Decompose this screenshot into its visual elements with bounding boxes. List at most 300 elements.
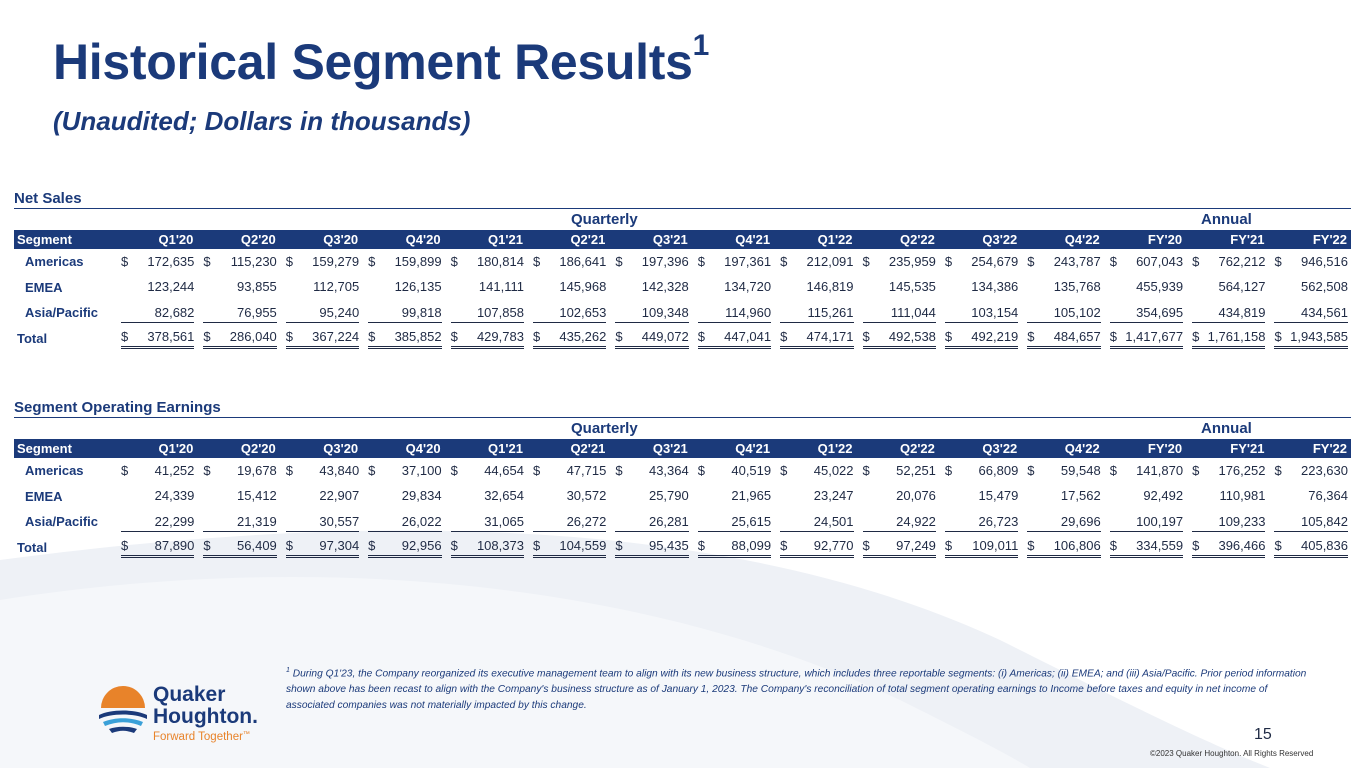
cell-value: 97,249: [896, 538, 936, 554]
table-cell: [1268, 249, 1351, 275]
cell-value: 30,572: [566, 488, 607, 504]
table-cell: [857, 249, 939, 275]
table-cell: [362, 300, 444, 326]
table-cell: [1186, 275, 1268, 301]
cell-value: 32,654: [484, 488, 524, 504]
cell-value: 88,099: [731, 538, 772, 554]
currency-symbol: $: [121, 329, 129, 345]
table-cell: [774, 326, 856, 352]
cell-value: 20,076: [896, 488, 936, 504]
cell-value: 243,787: [1053, 253, 1101, 269]
cell-value: 43,840: [319, 462, 360, 478]
cell-value: 100,197: [1136, 513, 1184, 529]
table-cell: [1104, 326, 1186, 352]
cell-value: 59,548: [1060, 462, 1101, 478]
table-cell: [1186, 509, 1268, 535]
cell-value: 455,939: [1136, 279, 1184, 295]
cell-value: 286,040: [229, 329, 277, 345]
cell-value: 107,858: [476, 304, 524, 320]
cell-value: 223,630: [1301, 462, 1348, 478]
table-cell: [609, 484, 691, 510]
table-cell: [1104, 535, 1186, 561]
cell-value: 434,819: [1218, 304, 1266, 320]
currency-symbol: $: [944, 329, 953, 345]
currency-symbol: $: [615, 329, 623, 345]
net-sales-table: [14, 230, 1351, 351]
cell-value: 141,111: [478, 279, 524, 295]
column-group-row: [14, 418, 1351, 439]
cell-value: 31,065: [484, 513, 524, 529]
table-cell: [857, 509, 939, 535]
cell-value: 26,281: [648, 513, 689, 529]
table-cell: [1104, 275, 1186, 301]
currency-symbol: $: [450, 329, 458, 345]
cell-value: 115,261: [807, 304, 854, 320]
table-cell: [115, 509, 197, 535]
currency-symbol: $: [615, 538, 623, 554]
cell-value: 172,635: [147, 253, 195, 269]
period-column-header: Q1'21: [445, 230, 527, 249]
cell-value: 110,981: [1219, 488, 1266, 504]
currency-symbol: $: [532, 538, 541, 554]
table-cell: [280, 535, 362, 561]
logo-mark-icon: [95, 682, 151, 738]
cell-value: 92,492: [1143, 488, 1184, 504]
cell-value: 15,412: [237, 488, 277, 504]
currency-symbol: $: [121, 462, 129, 478]
segment-name: EMEA: [25, 488, 63, 504]
cell-value: 106,806: [1053, 538, 1101, 554]
table-cell: [857, 535, 939, 561]
page-subtitle: (Unaudited; Dollars in thousands): [53, 106, 471, 136]
table-cell: [1104, 300, 1186, 326]
table-cell: [692, 326, 774, 352]
cell-value: 435,262: [559, 329, 607, 345]
cell-value: 142,328: [641, 279, 689, 295]
cell-value: 93,855: [237, 279, 277, 295]
cell-value: 123,244: [147, 279, 195, 295]
cell-value: 186,641: [559, 253, 607, 269]
cell-value: 449,072: [641, 329, 689, 345]
cell-value: 99,818: [401, 304, 442, 320]
currency-symbol: $: [285, 462, 294, 478]
period-column-header: Q3'21: [609, 230, 691, 249]
period-column-header: Q1'22: [774, 230, 856, 249]
currency-symbol: $: [862, 462, 870, 478]
copyright-notice: ©2023 Quaker Houghton. All Rights Reserved: [1150, 749, 1314, 758]
currency-symbol: $: [1274, 253, 1282, 269]
cell-value: 97,304: [319, 538, 360, 554]
cell-value: 92,770: [813, 538, 854, 554]
cell-value: 235,959: [888, 253, 936, 269]
table-cell: [1021, 509, 1103, 535]
period-column-header: Q4'20: [362, 439, 444, 458]
table-cell: [115, 249, 197, 275]
annual-group-label: Annual: [1201, 420, 1252, 437]
cell-value: 1,943,585: [1290, 329, 1348, 345]
table-cell: [445, 326, 527, 352]
segment-column-header: Segment: [14, 439, 115, 458]
table-cell: [1268, 458, 1351, 484]
segment-column-header: Segment: [14, 230, 115, 249]
table-cell: [445, 275, 527, 301]
period-column-header: FY'20: [1104, 230, 1186, 249]
table-cell: [1186, 484, 1268, 510]
table-cell: [692, 300, 774, 326]
table-cell: [609, 249, 691, 275]
cell-value: 25,615: [731, 513, 772, 529]
table-row: [14, 300, 1351, 326]
table-cell: [609, 535, 691, 561]
logo-wordmark-line1: Quaker: [153, 683, 226, 706]
period-column-header: FY'20: [1104, 439, 1186, 458]
footnote: [286, 663, 1316, 714]
period-column-header: Q2'22: [857, 439, 939, 458]
segment-name: Asia/Pacific: [25, 305, 98, 321]
table-cell: [692, 535, 774, 561]
table-cell: [527, 484, 609, 510]
table-cell: [774, 300, 856, 326]
table-cell: [1268, 535, 1351, 561]
table-cell: [1104, 484, 1186, 510]
table-cell: [1186, 249, 1268, 275]
segment-name: Americas: [25, 254, 84, 270]
cell-value: 492,219: [971, 329, 1019, 345]
table-cell: [280, 326, 362, 352]
currency-symbol: $: [450, 253, 458, 269]
currency-symbol: $: [944, 253, 953, 269]
cell-value: 1,761,158: [1207, 329, 1266, 345]
table-cell: [280, 275, 362, 301]
table-cell: [197, 458, 279, 484]
currency-symbol: $: [1192, 462, 1200, 478]
cell-value: 104,559: [559, 538, 607, 554]
table-cell: [527, 249, 609, 275]
table-cell: [197, 249, 279, 275]
table-cell: [857, 458, 939, 484]
cell-value: 29,696: [1060, 513, 1101, 529]
table-cell: [1104, 509, 1186, 535]
table-cell: [362, 275, 444, 301]
segment-name: EMEA: [25, 279, 63, 295]
table-cell: [527, 509, 609, 535]
currency-symbol: $: [368, 329, 376, 345]
cell-value: 180,814: [476, 253, 524, 269]
table-cell: [939, 300, 1021, 326]
table-cell: [115, 326, 197, 352]
table-cell: [527, 300, 609, 326]
period-column-header: FY'21: [1186, 230, 1268, 249]
currency-symbol: $: [1109, 538, 1117, 554]
currency-symbol: $: [1027, 462, 1035, 478]
currency-symbol: $: [1027, 329, 1035, 345]
table-cell: [857, 300, 939, 326]
period-column-header: FY'21: [1186, 439, 1268, 458]
period-column-header: Q1'22: [774, 439, 856, 458]
table-row: [14, 458, 1351, 484]
net-sales-title: Net Sales: [14, 190, 82, 207]
cell-value: 24,339: [154, 488, 195, 504]
table-cell: [1186, 326, 1268, 352]
table-header-row: [14, 439, 1351, 458]
table-cell: [197, 535, 279, 561]
currency-symbol: $: [203, 329, 211, 345]
period-column-header: Q1'21: [445, 439, 527, 458]
table-cell: [857, 484, 939, 510]
cell-value: 367,224: [312, 329, 360, 345]
table-cell: [939, 458, 1021, 484]
table-cell: [774, 535, 856, 561]
cell-value: 47,715: [566, 462, 607, 478]
currency-symbol: $: [780, 538, 788, 554]
cell-value: 405,836: [1301, 538, 1348, 554]
segment-name: Asia/Pacific: [25, 514, 98, 530]
table-cell: [692, 458, 774, 484]
currency-symbol: $: [450, 462, 458, 478]
table-cell: [1021, 249, 1103, 275]
currency-symbol: $: [944, 538, 953, 554]
currency-symbol: $: [450, 538, 458, 554]
currency-symbol: $: [121, 538, 129, 554]
operating-earnings-title: Segment Operating Earnings: [14, 399, 221, 416]
table-cell: [445, 535, 527, 561]
period-column-header: Q4'21: [692, 439, 774, 458]
currency-symbol: $: [944, 462, 953, 478]
cell-value: 115,230: [230, 253, 277, 269]
cell-value: 82,682: [154, 304, 195, 320]
currency-symbol: $: [1192, 329, 1200, 345]
currency-symbol: $: [203, 538, 211, 554]
table-cell: [1021, 300, 1103, 326]
cell-value: 197,361: [724, 253, 772, 269]
cell-value: 92,956: [401, 538, 442, 554]
currency-symbol: $: [203, 253, 211, 269]
cell-value: 176,252: [1218, 462, 1266, 478]
cell-value: 396,466: [1218, 538, 1266, 554]
currency-symbol: $: [862, 253, 870, 269]
currency-symbol: $: [1274, 538, 1282, 554]
currency-symbol: $: [285, 253, 294, 269]
table-cell: [362, 535, 444, 561]
table-cell: [280, 300, 362, 326]
annual-group-label: Annual: [1201, 211, 1252, 228]
currency-symbol: $: [780, 329, 788, 345]
company-logo: [95, 680, 275, 750]
cell-value: 76,955: [237, 304, 277, 320]
period-column-header: Q1'20: [115, 439, 197, 458]
period-column-header: Q3'20: [280, 230, 362, 249]
currency-symbol: $: [862, 538, 870, 554]
cell-value: 102,653: [559, 304, 607, 320]
cell-value: 109,348: [641, 304, 689, 320]
quarterly-group-label: Quarterly: [571, 420, 638, 437]
period-column-header: Q3'22: [939, 439, 1021, 458]
currency-symbol: $: [697, 329, 705, 345]
cell-value: 946,516: [1301, 253, 1348, 269]
logo-trademark: .: [252, 705, 258, 728]
period-column-header: Q2'22: [857, 230, 939, 249]
table-cell: [197, 300, 279, 326]
table-cell: [939, 484, 1021, 510]
currency-symbol: $: [532, 329, 541, 345]
table-cell: [197, 275, 279, 301]
currency-symbol: $: [368, 253, 376, 269]
table-cell: [609, 275, 691, 301]
cell-value: 87,890: [154, 538, 195, 554]
table-cell: [280, 458, 362, 484]
table-cell: [280, 249, 362, 275]
cell-value: 378,561: [147, 329, 195, 345]
cell-value: 212,091: [806, 253, 854, 269]
cell-value: 26,723: [978, 513, 1019, 529]
period-column-header: Q4'21: [692, 230, 774, 249]
currency-symbol: $: [285, 329, 294, 345]
cell-value: 197,396: [641, 253, 689, 269]
table-cell: [692, 509, 774, 535]
cell-value: 134,720: [724, 279, 772, 295]
cell-value: 447,041: [724, 329, 772, 345]
table-cell: [527, 275, 609, 301]
cell-value: 30,557: [319, 513, 360, 529]
footnote-marker: 1: [286, 667, 290, 674]
table-cell: [445, 509, 527, 535]
table-cell: [445, 249, 527, 275]
table-cell: [115, 300, 197, 326]
table-cell: [362, 509, 444, 535]
table-cell: [1186, 458, 1268, 484]
total-row: [14, 535, 1351, 561]
table-cell: [1021, 326, 1103, 352]
currency-symbol: $: [780, 253, 788, 269]
footnote-text: During Q1'23, the Company reorganized its executive management team to align with its new business structure, which includes three reportable segments: (i) Americas; (ii) EMEA; and (iii) Asia/Pacific. Prior period information shown above has been recast to align with the Company's business structure as of January 1, 2023. The Company's reconciliation of total segment operating earnings to Income before taxes and equity in net income of associated companies was not materially impacted by this change.: [286, 668, 1307, 712]
cell-value: 112,705: [313, 279, 360, 295]
cell-value: 37,100: [401, 462, 442, 478]
cell-value: 146,819: [806, 279, 854, 295]
table-cell: [774, 484, 856, 510]
cell-value: 66,809: [978, 462, 1019, 478]
table-cell: [1021, 484, 1103, 510]
table-cell: [939, 509, 1021, 535]
cell-value: 52,251: [896, 462, 936, 478]
table-cell: [1104, 249, 1186, 275]
cell-value: 17,562: [1060, 488, 1101, 504]
cell-value: 25,790: [648, 488, 689, 504]
table-cell: [1268, 484, 1351, 510]
cell-value: 474,171: [806, 329, 854, 345]
page-number: 15: [1254, 726, 1272, 743]
table-row: [14, 275, 1351, 301]
total-row: [14, 326, 1351, 352]
cell-value: 145,968: [559, 279, 607, 295]
table-cell: [1186, 300, 1268, 326]
currency-symbol: $: [1274, 329, 1282, 345]
period-column-header: FY'22: [1268, 230, 1351, 249]
currency-symbol: $: [780, 462, 788, 478]
currency-symbol: $: [697, 538, 705, 554]
table-cell: [280, 484, 362, 510]
title-footnote-marker: 1: [692, 29, 710, 62]
table-row: [14, 509, 1351, 535]
table-cell: [197, 326, 279, 352]
table-cell: [362, 484, 444, 510]
period-column-header: Q3'21: [609, 439, 691, 458]
operating-earnings-table: [14, 439, 1351, 560]
table-cell: [115, 484, 197, 510]
period-column-header: Q3'20: [280, 439, 362, 458]
currency-symbol: $: [615, 253, 623, 269]
operating-earnings-section: [14, 399, 1351, 560]
table-row: [14, 484, 1351, 510]
segment-name: Total: [17, 539, 48, 555]
table-cell: [692, 275, 774, 301]
table-cell: [445, 458, 527, 484]
cell-value: 111,044: [890, 304, 936, 320]
cell-value: 334,559: [1136, 538, 1184, 554]
period-column-header: Q2'20: [197, 230, 279, 249]
table-cell: [445, 300, 527, 326]
table-cell: [857, 275, 939, 301]
table-cell: [609, 326, 691, 352]
currency-symbol: $: [532, 462, 541, 478]
currency-symbol: $: [1027, 538, 1035, 554]
cell-value: 141,870: [1136, 462, 1184, 478]
table-cell: [774, 275, 856, 301]
cell-value: 19,678: [237, 462, 277, 478]
cell-value: 95,240: [319, 304, 360, 320]
cell-value: 159,279: [312, 253, 360, 269]
cell-value: 23,247: [813, 488, 854, 504]
cell-value: 44,654: [484, 462, 524, 478]
table-cell: [609, 458, 691, 484]
currency-symbol: $: [368, 462, 376, 478]
table-cell: [1104, 458, 1186, 484]
table-cell: [1268, 326, 1351, 352]
table-cell: [774, 249, 856, 275]
table-cell: [527, 458, 609, 484]
table-cell: [527, 535, 609, 561]
cell-value: 385,852: [394, 329, 442, 345]
cell-value: 562,508: [1301, 279, 1348, 295]
table-cell: [1268, 275, 1351, 301]
cell-value: 29,834: [401, 488, 442, 504]
cell-value: 45,022: [813, 462, 854, 478]
table-cell: [362, 458, 444, 484]
cell-value: 429,783: [476, 329, 524, 345]
cell-value: 22,907: [319, 488, 360, 504]
cell-value: 43,364: [648, 462, 689, 478]
table-cell: [1021, 458, 1103, 484]
period-column-header: Q3'22: [939, 230, 1021, 249]
cell-value: 762,212: [1218, 253, 1266, 269]
table-cell: [527, 326, 609, 352]
table-cell: [774, 458, 856, 484]
cell-value: 22,299: [154, 513, 195, 529]
table-cell: [1021, 275, 1103, 301]
cell-value: 159,899: [394, 253, 442, 269]
table-cell: [197, 484, 279, 510]
cell-value: 126,135: [394, 279, 442, 295]
column-group-row: [14, 209, 1351, 230]
table-cell: [280, 509, 362, 535]
table-cell: [939, 535, 1021, 561]
currency-symbol: $: [862, 329, 870, 345]
period-column-header: Q4'20: [362, 230, 444, 249]
currency-symbol: $: [615, 462, 623, 478]
cell-value: 134,386: [971, 279, 1019, 295]
cell-value: 564,127: [1218, 279, 1266, 295]
table-cell: [774, 509, 856, 535]
cell-value: 354,695: [1136, 304, 1184, 320]
